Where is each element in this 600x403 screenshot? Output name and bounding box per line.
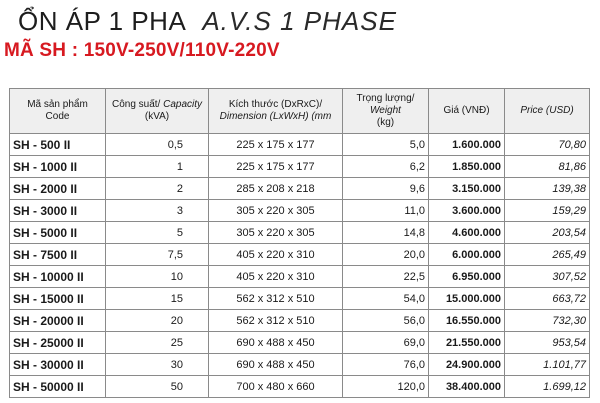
table-row bbox=[10, 134, 590, 156]
cell-dimension: 405 x 220 x 310 bbox=[209, 266, 343, 288]
cell-weight: 6,2 bbox=[343, 156, 429, 178]
cell-price-usd: 265,49 bbox=[505, 244, 590, 266]
cell-price-vnd: 16.550.000 bbox=[429, 310, 505, 332]
header-price-usd: Price (USD) bbox=[505, 89, 590, 134]
cell-dimension: 305 x 220 x 305 bbox=[209, 200, 343, 222]
table-row bbox=[10, 354, 590, 376]
cell-price-vnd: 15.000.000 bbox=[429, 288, 505, 310]
cell-capacity: 25 bbox=[106, 332, 209, 354]
cell-price-vnd: 38.400.000 bbox=[429, 376, 505, 398]
cell-capacity: 15 bbox=[106, 288, 209, 310]
header-weight: Trọng lượng/ Weight (kg) bbox=[343, 89, 429, 134]
cell-price-usd: 70,80 bbox=[505, 134, 590, 156]
cell-code: SH - 15000 II bbox=[10, 288, 106, 310]
cell-weight: 5,0 bbox=[343, 134, 429, 156]
cell-code: SH - 20000 II bbox=[10, 310, 106, 332]
cell-weight: 120,0 bbox=[343, 376, 429, 398]
title-sub: A.V.S 1 PHASE bbox=[202, 6, 397, 36]
cell-price-usd: 307,52 bbox=[505, 266, 590, 288]
cell-capacity: 20 bbox=[106, 310, 209, 332]
table-row bbox=[10, 310, 590, 332]
cell-price-usd: 953,54 bbox=[505, 332, 590, 354]
cell-price-vnd: 3.150.000 bbox=[429, 178, 505, 200]
cell-code: SH - 3000 II bbox=[10, 200, 106, 222]
cell-weight: 56,0 bbox=[343, 310, 429, 332]
cell-weight: 76,0 bbox=[343, 354, 429, 376]
cell-price-usd: 663,72 bbox=[505, 288, 590, 310]
cell-price-vnd: 24.900.000 bbox=[429, 354, 505, 376]
cell-code: SH - 2000 II bbox=[10, 178, 106, 200]
cell-weight: 20,0 bbox=[343, 244, 429, 266]
cell-capacity: 30 bbox=[106, 354, 209, 376]
cell-code: SH - 50000 II bbox=[10, 376, 106, 398]
cell-price-vnd: 4.600.000 bbox=[429, 222, 505, 244]
table-row bbox=[10, 288, 590, 310]
header-price-vnd: Giá (VNĐ) bbox=[429, 89, 505, 134]
cell-dimension: 225 x 175 x 177 bbox=[209, 134, 343, 156]
table-row bbox=[10, 332, 590, 354]
table-row bbox=[10, 244, 590, 266]
header-code: Mã sản phẩm Code bbox=[10, 89, 106, 134]
cell-price-usd: 1.101,77 bbox=[505, 354, 590, 376]
cell-capacity: 1 bbox=[106, 156, 209, 178]
cell-code: SH - 5000 II bbox=[10, 222, 106, 244]
cell-weight: 11,0 bbox=[343, 200, 429, 222]
cell-price-vnd: 6.000.000 bbox=[429, 244, 505, 266]
cell-code: SH - 7500 II bbox=[10, 244, 106, 266]
cell-dimension: 562 x 312 x 510 bbox=[209, 288, 343, 310]
table-row bbox=[10, 156, 590, 178]
cell-capacity: 10 bbox=[106, 266, 209, 288]
cell-dimension: 405 x 220 x 310 bbox=[209, 244, 343, 266]
cell-weight: 14,8 bbox=[343, 222, 429, 244]
cell-price-usd: 159,29 bbox=[505, 200, 590, 222]
cell-price-usd: 1.699,12 bbox=[505, 376, 590, 398]
cell-capacity: 0,5 bbox=[106, 134, 209, 156]
cell-code: SH - 30000 II bbox=[10, 354, 106, 376]
cell-price-vnd: 1.850.000 bbox=[429, 156, 505, 178]
cell-dimension: 690 x 488 x 450 bbox=[209, 332, 343, 354]
cell-code: SH - 25000 II bbox=[10, 332, 106, 354]
cell-dimension: 285 x 208 x 218 bbox=[209, 178, 343, 200]
cell-dimension: 305 x 220 x 305 bbox=[209, 222, 343, 244]
header-dimension: Kích thước (DxRxC)/ Dimension (LxWxH) (mm bbox=[209, 89, 343, 134]
cell-code: SH - 10000 II bbox=[10, 266, 106, 288]
cell-dimension: 562 x 312 x 510 bbox=[209, 310, 343, 332]
cell-weight: 54,0 bbox=[343, 288, 429, 310]
title-main: ỔN ÁP 1 PHA bbox=[18, 6, 187, 36]
cell-dimension: 690 x 488 x 450 bbox=[209, 354, 343, 376]
cell-capacity: 3 bbox=[106, 200, 209, 222]
cell-capacity: 5 bbox=[106, 222, 209, 244]
cell-weight: 69,0 bbox=[343, 332, 429, 354]
table-row bbox=[10, 200, 590, 222]
table-row bbox=[10, 222, 590, 244]
cell-capacity: 2 bbox=[106, 178, 209, 200]
table-row bbox=[10, 376, 590, 398]
page-title bbox=[18, 4, 397, 38]
cell-code: SH - 500 II bbox=[10, 134, 106, 156]
cell-price-usd: 732,30 bbox=[505, 310, 590, 332]
cell-price-vnd: 1.600.000 bbox=[429, 134, 505, 156]
cell-price-vnd: 21.550.000 bbox=[429, 332, 505, 354]
cell-weight: 22,5 bbox=[343, 266, 429, 288]
product-code-range: MÃ SH : 150V-250V/110V-220V bbox=[4, 40, 280, 61]
header-capacity: Công suất/ Capacity (kVA) bbox=[106, 89, 209, 134]
cell-weight: 9,6 bbox=[343, 178, 429, 200]
table-row bbox=[10, 266, 590, 288]
cell-code: SH - 1000 II bbox=[10, 156, 106, 178]
spec-table bbox=[9, 88, 590, 398]
cell-dimension: 225 x 175 x 177 bbox=[209, 156, 343, 178]
cell-price-usd: 139,38 bbox=[505, 178, 590, 200]
cell-price-usd: 203,54 bbox=[505, 222, 590, 244]
cell-capacity: 7,5 bbox=[106, 244, 209, 266]
cell-price-vnd: 3.600.000 bbox=[429, 200, 505, 222]
cell-price-vnd: 6.950.000 bbox=[429, 266, 505, 288]
table-row bbox=[10, 178, 590, 200]
table-header-row bbox=[10, 89, 590, 134]
cell-price-usd: 81,86 bbox=[505, 156, 590, 178]
cell-capacity: 50 bbox=[106, 376, 209, 398]
cell-dimension: 700 x 480 x 660 bbox=[209, 376, 343, 398]
